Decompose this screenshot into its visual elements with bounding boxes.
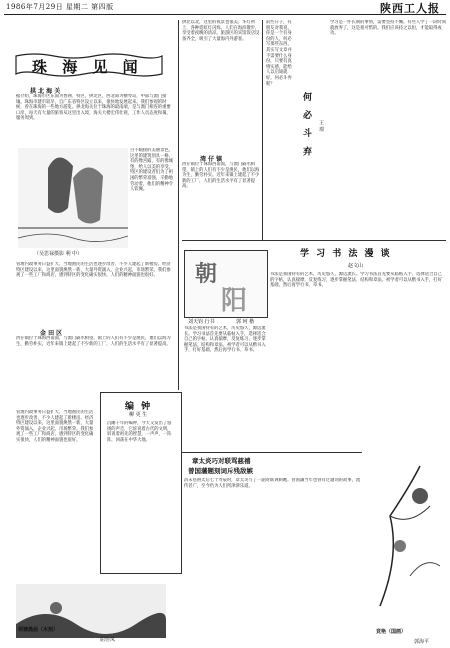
zhuhai-text-2: 管理内政事务日益扩大，当地渔民的生活也逐步改善，不少人建起了新楼房。经济特区建设以来，这里面貌焕然一新，大量外资涌入，企业兴起，市场繁荣。我们参观了一些工厂和商店，感到特区的变化确实很快，人们的精神面貌也很好。 (16, 262, 171, 279)
zhuhai-sub-2: 金 田 区 (40, 330, 63, 337)
masthead: 陕西工人报 (380, 2, 440, 15)
calligraphy-author: 赵文山 (348, 263, 364, 269)
zhuhai-photo-caption: （吴思禄摄影 利 中） (34, 251, 83, 257)
svg-text:朝: 朝 (195, 261, 218, 287)
painting-art (370, 456, 446, 626)
poem-title: 编 钟 (125, 402, 153, 412)
calligraphy-artwork (185, 251, 267, 317)
zhuhai-text-4: 目不暇接的美丽景色，这里的建筑别具一格，有的像宫殿，有的像城堡，给人以美的享受。特区的建设者们为了祖国的繁荣富强，辛勤地劳动着，他们的精神令人钦佩。 (130, 148, 173, 193)
article-title-1: 章太炎巧对联骂慈禧 (192, 457, 251, 465)
woodcut-author: 屈佳凤 (100, 637, 116, 643)
zhuhai-text-5: 拱北以北，这里的夜景也很美，华灯初上，各种霓虹灯闪烁，人们在海滨散步，享受着夜晚的清凉。旅游区的宾馆饭店设备齐全，吸引了大量海内外游客。 (182, 20, 260, 42)
zhuhai-text-3: 湾仔镇位于珠海西南面，与澳门隔水相望，镇上的人们有不少是渔民，他们以海为生，勤劳朴实。近年来镇上建起了不少新的工厂，人们的生活水平有了显著提高。 (16, 336, 171, 347)
woodcut-caption: 荷塘晨曲（木刻） (18, 627, 59, 633)
poem-text: 沉睡千年的编钟，今天又发出了悠扬的声音，它诉说着古代的文明，诉说着祖先的智慧，一声声，一阵阵，回荡在中华大地。 (107, 421, 172, 443)
calligraphy-artwork-box (184, 250, 268, 318)
zhuhai-text-1: 据介绍，珠海市区东面为香洲、特区，拱北区，西北部为横琴岛，中部与澳门接壤。珠海市建市较早，自广东省特区设立以来，很快地发展起来。我们参观的时候，曾在珠海的一些地方游览。拱北海关位于珠海的最南端，是与澳门相连的重要口岸，每天有大量的旅客从这里出入境，海关大楼宏伟壮观，工作人员态度和蔼，服务周到。 (16, 94, 171, 122)
section-rule (182, 240, 446, 241)
zhuhai-text-7: 管理内政事务日益扩大，当地渔民的生活也逐步改善，不少人建起了新楼房。经济特区建设以来，这里面貌焕然一新，大量外资涌入，企业兴起，市场繁荣。我们参观了一些工厂和商店，感到特区的变化确实很快，人们的精神面貌也很好。 (16, 410, 94, 443)
zhuhai-sub-1: 拱 北 海 关 (30, 88, 61, 95)
right-essay-text: 前些日子，有朋友对我说，你是一个有身份的人，何必写那些东西。其实写文章并不需要什么身份，只要有真情实感，能给人以启迪就好。何必斗弃呢？ (266, 20, 292, 87)
column-divider (178, 20, 179, 390)
zhuhai-photo-image (18, 148, 128, 248)
zhuhai-photo (18, 148, 128, 248)
right-essay-author: 王 璟 (318, 120, 324, 132)
calligraphy-label-2: 郭 珂 楷 (236, 319, 255, 325)
calligraphy-text-2: 书法是我国特有的艺术，历史悠久，源远流长。学习书法首先要从临帖入手，选择适合自己的字帖，认真揣摩，反复练习，逐步掌握笔法、结构和章法。初学者可以从楷书入手，打好基础，然后再学行书、草书。 (184, 326, 266, 354)
article-title-2: 曾国藩题刻词斥残敌嫉 (188, 467, 253, 475)
article-rule (182, 452, 362, 453)
calligraphy-title: 学 习 书 法 漫 谈 (300, 249, 392, 259)
painting (370, 456, 446, 626)
page-header (4, 0, 446, 15)
calligraphy-label-1: 刘天钧 行书 (188, 319, 215, 325)
right-essay-text-2: 学习是一件长期的事情，需要坚持不懈。有些人学了一段时间就放弃了，这是很可惜的。我们应该持之以恒，才能取得成功。 (330, 20, 446, 37)
zhuhai-sub-3: 湾 仔 镇 (200, 156, 223, 163)
poem-box (100, 392, 182, 574)
calligraphy-text: 书法是我国特有的艺术，历史悠久，源远流长。学习书法首先要从临帖入手，选择适合自己的字帖，认真揣摩，反复练习，逐步掌握笔法、结构和章法。初学者可以从楷书入手，打好基础，然后再学行书、草书。 (270, 272, 442, 289)
column-divider-2 (262, 20, 263, 240)
svg-text:阳: 阳 (221, 286, 248, 316)
painting-caption: 竞艳（国画） (376, 629, 407, 635)
painting-author: 郭海平 (414, 639, 430, 645)
zhuhai-title: 珠 海 见 闻 (14, 52, 164, 78)
right-essay-title: 何 必 斗 弃 (301, 92, 311, 159)
article-text: 清末慈禧太后七十寿辰时，章太炎写了一副对联讽刺她。曾国藩当年也曾有过题词的故事，流传甚广，至今仍为人们所津津乐道。 (184, 478, 361, 489)
issue-date: 1986年7月29日 星期二 第四版 (6, 3, 114, 11)
poem-author: 柳 更 生 (129, 412, 148, 418)
zhuhai-text-6: 湾仔镇位于珠海西南面，与澳门隔水相望，镇上的人们有不少是渔民，他们以海为生，勤劳朴实。近年来镇上建起了不少新的工厂，人们的生活水平有了显著提高。 (182, 162, 260, 190)
